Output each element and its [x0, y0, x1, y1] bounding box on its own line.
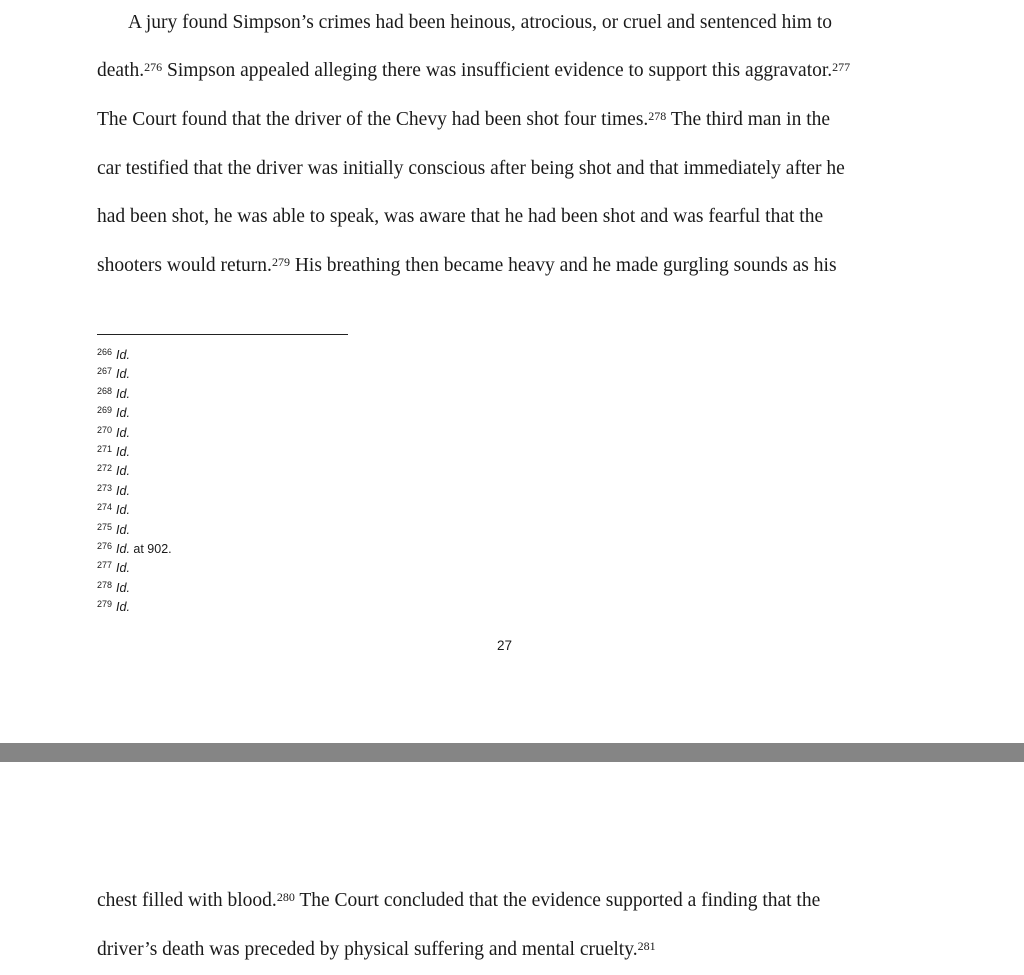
page-number: 27	[496, 638, 513, 653]
footnote-number: 277	[97, 560, 113, 571]
text: The Court found that the driver of the Chevy had been shot four times.	[97, 109, 649, 130]
footnote-cite: Id.	[116, 522, 130, 537]
footnote	[97, 346, 172, 365]
footnote-ref-281: 281	[637, 939, 656, 953]
footnote	[97, 579, 172, 598]
footnote-cite: Id.	[116, 425, 130, 440]
body-line-5	[97, 205, 823, 229]
footnote-number: 275	[97, 521, 113, 532]
footnote-number: 276	[97, 540, 113, 551]
footnote	[97, 443, 172, 462]
page-break-bar	[0, 743, 1024, 762]
text: His breathing then became heavy and he made gurgling sounds as his	[289, 255, 837, 276]
footnote-number: 269	[97, 405, 113, 416]
footnotes-list	[97, 346, 172, 617]
text: shooters would return.	[97, 255, 272, 276]
body-line-3	[97, 108, 830, 132]
body-line-6	[97, 254, 837, 278]
text: death.	[97, 60, 145, 81]
footnote	[97, 501, 172, 520]
footnote-number: 270	[97, 424, 113, 435]
footnote-cite: Id.	[116, 561, 130, 576]
footnote-number: 271	[97, 443, 113, 454]
footnote-cite: Id.	[116, 580, 130, 595]
footnote	[97, 424, 172, 443]
text: The Court concluded that the evidence supported a finding that the	[294, 890, 821, 911]
next-page-line-2	[97, 938, 656, 962]
footnote-number: 274	[97, 502, 113, 513]
footnote-ref-277: 277	[832, 60, 851, 74]
text: driver’s death was preceded by physical suffering and mental cruelty.	[97, 939, 638, 960]
footnote-rest: at 902.	[129, 541, 172, 556]
footnote-cite: Id.	[116, 367, 130, 382]
footnote	[97, 482, 172, 501]
body-line-2	[97, 59, 850, 83]
footnote	[97, 540, 172, 559]
next-page-line-1	[97, 889, 820, 913]
footnote-cite: Id.	[116, 406, 130, 421]
footnote	[97, 365, 172, 384]
footnote-cite: Id.	[116, 444, 130, 459]
footnote-cite: Id.	[116, 600, 130, 615]
footnote-cite: Id.	[116, 483, 130, 498]
footnote	[97, 462, 172, 481]
footnote	[97, 385, 172, 404]
footnote-number: 279	[97, 599, 113, 610]
footnote-ref-276: 276	[144, 60, 163, 74]
footnote-ref-278: 278	[648, 109, 667, 123]
footnote-cite: Id.	[116, 541, 130, 556]
footnote	[97, 521, 172, 540]
text: A jury found Simpson’s crimes had been heinous, atrocious, or cruel and sentenced him to	[128, 12, 833, 33]
footnote-number: 267	[97, 366, 113, 377]
footnote-ref-279: 279	[271, 255, 290, 269]
footnote-number: 266	[97, 347, 113, 357]
footnote-number: 278	[97, 579, 113, 590]
footnote	[97, 404, 172, 423]
footnote	[97, 559, 172, 578]
footnote-cite: Id.	[116, 386, 130, 401]
text: car testified that the driver was initially conscious after being shot and that immediately after he	[97, 158, 845, 179]
footnote-number: 273	[97, 482, 113, 493]
footnote-cite: Id.	[116, 348, 130, 362]
footnote-number: 272	[97, 463, 113, 474]
footnote-separator	[97, 334, 348, 335]
body-line-1	[128, 11, 832, 35]
text: chest filled with blood.	[97, 890, 277, 911]
footnote-ref-280: 280	[276, 890, 295, 904]
text: had been shot, he was able to speak, was aware that he had been shot and was fearful that the	[97, 206, 824, 227]
footnote-cite: Id.	[116, 464, 130, 479]
text: The third man in the	[666, 109, 831, 130]
text: Simpson appealed alleging there was insufficient evidence to support this aggravator.	[162, 60, 833, 81]
footnote	[97, 598, 172, 617]
body-line-4	[97, 157, 845, 181]
footnote-cite: Id.	[116, 503, 130, 518]
footnote-number: 268	[97, 385, 113, 396]
